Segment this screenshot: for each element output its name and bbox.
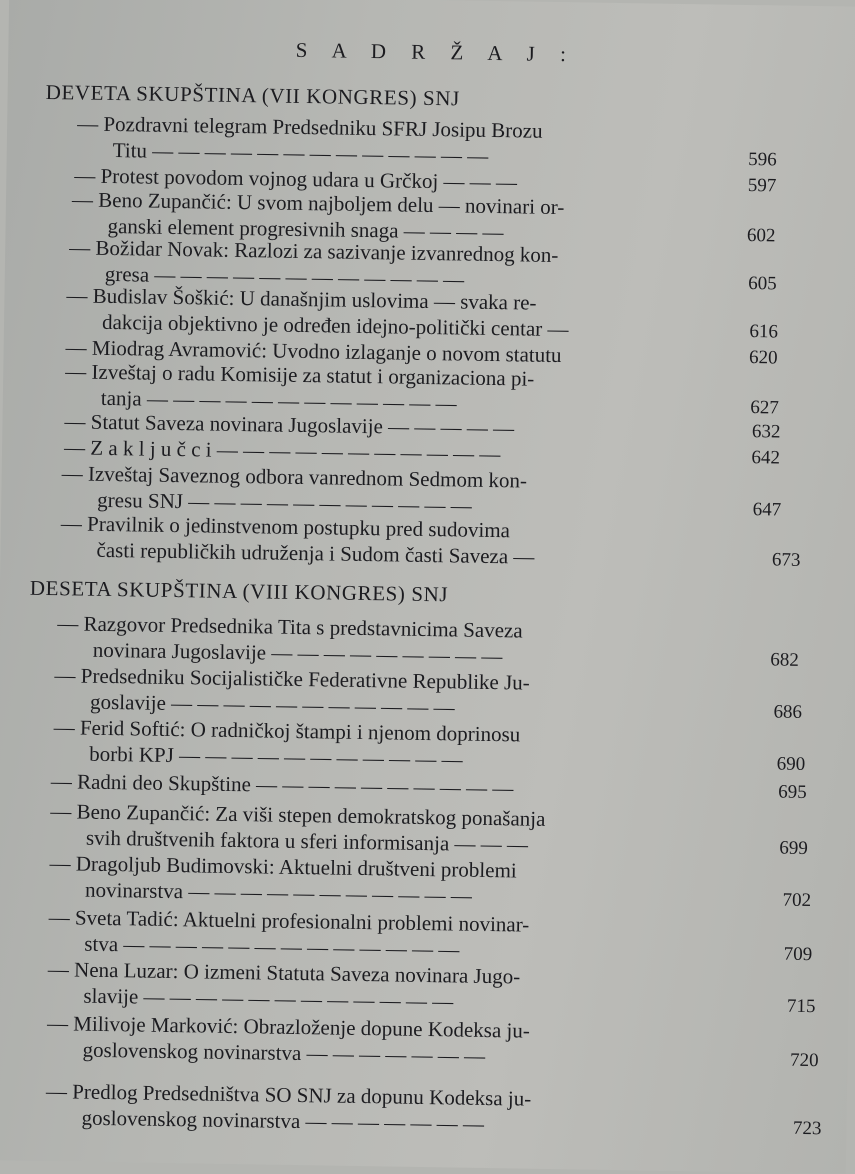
page-number: 642 (751, 447, 781, 469)
page-number: 605 (748, 273, 777, 295)
page-number: 602 (746, 224, 776, 247)
entry-line: — Ferid Softić: O radničkoj štampi i njenom doprinosu (53, 715, 521, 747)
entry-line: novinarstva — — — — — — — — — — — (84, 877, 473, 908)
page-number: 695 (778, 781, 807, 803)
page-number: 632 (751, 421, 781, 443)
entry-line: — Statut Saveza novinara Jugoslavije — — — — — (64, 409, 515, 441)
entry-line: novinara Jugoslavije — — — — — — — — — (92, 637, 503, 669)
page-number: 709 (783, 943, 813, 966)
toc-entry (47, 956, 816, 1020)
entry-line: gresa — — — — — — — — — — — — (104, 261, 465, 292)
entry-line: borbi KPJ — — — — — — — — — — — (89, 741, 463, 772)
page-number: 723 (792, 1117, 822, 1140)
entry-line: — Predlog Predsedništva SO SNJ za dopunu Kodeksa ju- (45, 1079, 532, 1111)
entry-line: goslovenskog novinarstva — — — — — — — (82, 1037, 486, 1068)
entry-line: — Z a k l j u č c i — — — — — — — — — — — (63, 435, 501, 467)
page-number: 596 (748, 148, 777, 171)
section-title-deseta: DESETA SKUPŠTINA (VIII KONGRES) SNJ (29, 575, 449, 607)
entry-line: — Božidar Novak: Razlozi za sazivanje izvanrednog kon- (69, 235, 559, 268)
page-heading: S A D R Ž A J : (295, 37, 577, 67)
page-number: 720 (789, 1049, 819, 1072)
entry-line: — Milivoje Marković: Obrazloženje dopune Kodeksa ju- (46, 1011, 531, 1043)
entry-line: ganski element progresivnih snaga — — — — (107, 213, 504, 245)
page-number: 690 (776, 753, 806, 775)
page-number: 682 (770, 649, 800, 671)
entry-line: — Beno Zupančić: Za viši stepen demokratskog ponašanja (50, 799, 546, 831)
toc-entry (46, 1010, 819, 1074)
entry-line: — Pravilnik o jedinstvenom postupku pred sudovima (60, 511, 511, 543)
page-number: 597 (747, 174, 777, 197)
entry-line: goslavije — — — — — — — — — — — (89, 689, 455, 720)
entry-line: — Izveštaj o radu Komisije za statut i organizaciona pi- (65, 359, 535, 391)
entry-line: Titu — — — — — — — — — — — — — (112, 138, 489, 168)
page-number: 699 (779, 837, 809, 860)
page-number: 616 (749, 321, 779, 343)
entry-line: — Izveštaj Saveznog odbora vanrednom Sedmom kon- (61, 461, 528, 493)
page-number: 627 (750, 397, 779, 419)
entry-line: goslovenskog novinarstva — — — — — — — (81, 1105, 485, 1136)
page-number: 647 (752, 499, 782, 521)
section-title-deveta: DEVETA SKUPŠTINA (VII KONGRES) SNJ (45, 79, 461, 111)
entry-line: svih društvenih faktora u sferi informisanja — — — (85, 825, 529, 857)
toc-entry (49, 850, 812, 914)
toc-entry (45, 1078, 822, 1142)
entry-line: — Pozdravni telegram Predsedniku SFRJ Josipu Brozu (76, 111, 543, 143)
page-number: 702 (782, 889, 812, 912)
entry-line: — Miodrag Avramović: Uvodno izlaganje o novom statutu (65, 335, 562, 368)
toc-entry (53, 714, 806, 778)
entry-line: — Dragoljub Budimovski: Aktuelni društveni problemi (49, 851, 517, 883)
page-number: 673 (771, 549, 801, 571)
entry-line: tanja — — — — — — — — — — — — (100, 385, 457, 416)
entry-line: — Radni deo Skupštine — — — — — — — — — — (50, 769, 514, 801)
page-number: 620 (748, 347, 778, 369)
entry-line: — Protest povodom vojnog udara u Grčkoj — — — (74, 163, 518, 195)
entry-line: — Sveta Tadić: Aktuelni profesionalni problemi novinar- (48, 905, 530, 937)
entry-line: — Beno Zupančić: U svom najboljem delu — novinari or- (71, 187, 565, 220)
entry-line: — Nena Luzar: O izmeni Statuta Saveza novinara Jugo- (47, 957, 521, 989)
entry-line: dakcija objektivno je određen idejno-politički centar — (101, 309, 569, 342)
entry-line: gresu SNJ — — — — — — — — — — — (97, 487, 472, 518)
entry-line: časti republičkih udruženja i Sudom časti Saveza — (96, 537, 535, 569)
entry-line: — Budislav Šoškić: U današnjim uslovima — svaka re- (66, 283, 537, 315)
entry-line: stva — — — — — — — — — — — — — (84, 931, 460, 962)
entry-line: — Razgovor Predsednika Tita s predstavnicima Saveza (57, 611, 523, 643)
toc-entry (60, 510, 801, 574)
page-number: 686 (773, 701, 803, 723)
page-number: 715 (786, 995, 816, 1018)
entry-line: — Predsedniku Socijalističke Federativne Republike Ju- (54, 663, 530, 695)
entry-line: slavije — — — — — — — — — — — — (83, 983, 454, 1014)
